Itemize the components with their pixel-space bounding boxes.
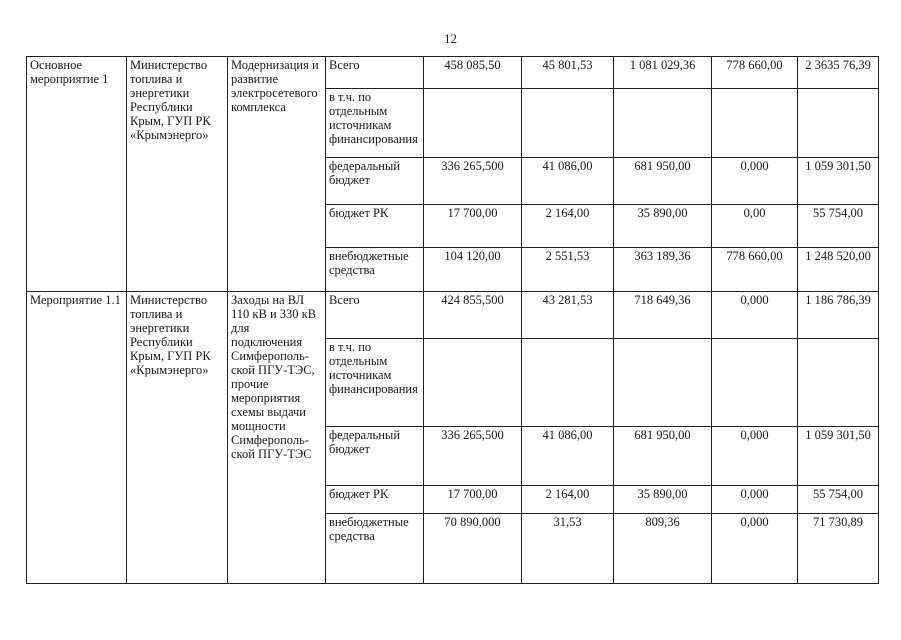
amount-cell	[424, 339, 522, 427]
amount-cell	[424, 89, 522, 158]
amount-cell	[614, 339, 712, 427]
funding-source-cell: бюджет РК	[326, 486, 424, 514]
page-number: 12	[444, 31, 457, 46]
amount-cell: 2 164,00	[522, 205, 614, 248]
amount-cell: 0,00	[712, 205, 798, 248]
budget-table-body	[27, 57, 879, 584]
amount-cell: 70 890,000	[424, 514, 522, 584]
measure-executor-cell: Министерство топлива и энергетики Республики Крым, ГУП РК «Крымэнерго»	[127, 292, 228, 584]
amount-cell	[798, 89, 879, 158]
amount-cell: 681 950,00	[614, 427, 712, 486]
amount-cell: 55 754,00	[798, 205, 879, 248]
budget-table	[26, 56, 879, 584]
amount-cell: 2 3635 76,39	[798, 57, 879, 89]
measure-executor-cell: Министерство топлива и энергетики Республики Крым, ГУП РК «Крымэнерго»	[127, 57, 228, 292]
amount-cell: 718 649,36	[614, 292, 712, 339]
amount-cell: 35 890,00	[614, 486, 712, 514]
amount-cell: 0,000	[712, 292, 798, 339]
amount-cell: 55 754,00	[798, 486, 879, 514]
amount-cell: 2 164,00	[522, 486, 614, 514]
amount-cell	[614, 89, 712, 158]
funding-source-cell: федеральный бюджет	[326, 427, 424, 486]
amount-cell: 41 086,00	[522, 427, 614, 486]
amount-cell: 35 890,00	[614, 205, 712, 248]
amount-cell: 778 660,00	[712, 57, 798, 89]
amount-cell: 1 248 520,00	[798, 248, 879, 292]
amount-cell: 1 059 301,50	[798, 158, 879, 205]
amount-cell: 424 855,500	[424, 292, 522, 339]
amount-cell: 363 189,36	[614, 248, 712, 292]
funding-source-cell: федеральный бюджет	[326, 158, 424, 205]
amount-cell: 2 551,53	[522, 248, 614, 292]
amount-cell: 0,000	[712, 427, 798, 486]
amount-cell	[712, 89, 798, 158]
measure-description-cell: Заходы на ВЛ 110 кВ и 330 кВ для подключения Симферополь-ской ПГУ-ТЭС, прочие мероприятия схемы выдачи мощности Симферополь-ской ПГУ-ТЭС	[228, 292, 326, 584]
funding-source-cell: в т.ч. по отдельным источникам финансирования	[326, 89, 424, 158]
amount-cell: 778 660,00	[712, 248, 798, 292]
amount-cell: 458 085,50	[424, 57, 522, 89]
table-row	[27, 57, 879, 89]
amount-cell: 336 265,500	[424, 158, 522, 205]
amount-cell: 104 120,00	[424, 248, 522, 292]
amount-cell: 0,000	[712, 486, 798, 514]
amount-cell: 71 730,89	[798, 514, 879, 584]
measure-description-cell: Модернизация и развитие электросетевого комплекса	[228, 57, 326, 292]
amount-cell: 1 059 301,50	[798, 427, 879, 486]
amount-cell: 41 086,00	[522, 158, 614, 205]
funding-source-cell: в т.ч. по отдельным источникам финансирования	[326, 339, 424, 427]
amount-cell: 809,36	[614, 514, 712, 584]
amount-cell	[522, 89, 614, 158]
amount-cell: 336 265,500	[424, 427, 522, 486]
amount-cell: 17 700,00	[424, 486, 522, 514]
measure-name-cell: Основное мероприятие 1	[27, 57, 127, 292]
measure-name-cell: Мероприятие 1.1	[27, 292, 127, 584]
amount-cell: 43 281,53	[522, 292, 614, 339]
funding-source-cell: бюджет РК	[326, 205, 424, 248]
amount-cell: 681 950,00	[614, 158, 712, 205]
funding-source-cell: внебюджетные средства	[326, 248, 424, 292]
amount-cell: 17 700,00	[424, 205, 522, 248]
amount-cell	[798, 339, 879, 427]
funding-source-cell: внебюджетные средства	[326, 514, 424, 584]
amount-cell: 1 186 786,39	[798, 292, 879, 339]
funding-source-cell: Всего	[326, 57, 424, 89]
table-row	[27, 292, 879, 339]
amount-cell	[522, 339, 614, 427]
amount-cell	[712, 339, 798, 427]
funding-source-cell: Всего	[326, 292, 424, 339]
amount-cell: 0,000	[712, 158, 798, 205]
amount-cell: 0,000	[712, 514, 798, 584]
amount-cell: 1 081 029,36	[614, 57, 712, 89]
amount-cell: 45 801,53	[522, 57, 614, 89]
amount-cell: 31,53	[522, 514, 614, 584]
